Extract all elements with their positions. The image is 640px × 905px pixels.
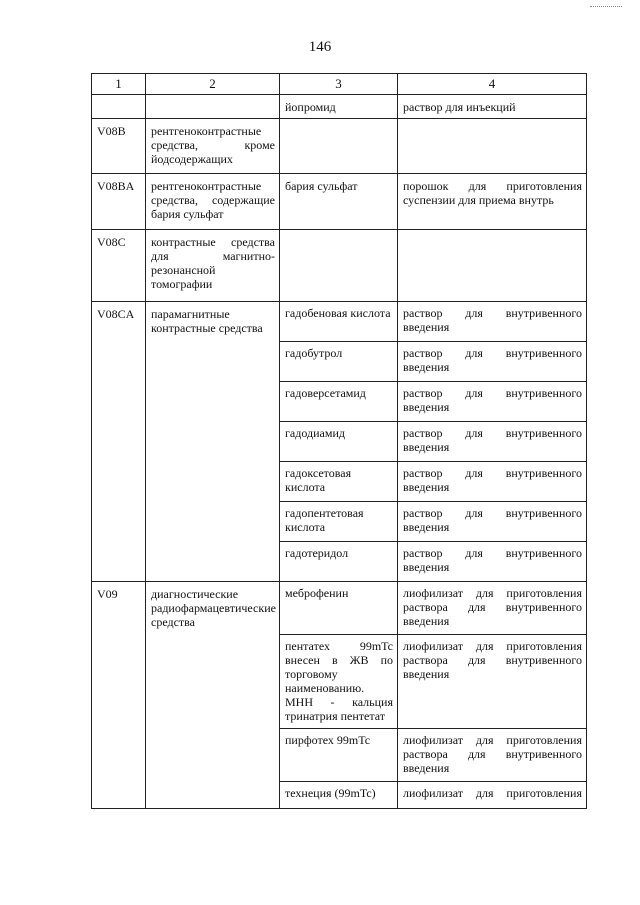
substance-item: гадобутрол (280, 341, 397, 381)
group-cell (146, 95, 280, 119)
column-header: 4 (398, 74, 587, 95)
substance-item: гадоксетовая кислота (280, 461, 397, 501)
substance-cell (280, 119, 398, 174)
substance-name: пентатех 99mTc внесен в ЖВ по торговому наименованию. (285, 639, 393, 695)
table-row (92, 302, 587, 582)
dosage-form-item: раствор для внутривенного введения (398, 501, 586, 541)
atc-code-cell: V08CA (92, 302, 146, 582)
dosage-form-item: лиофилизат для приготовления (398, 781, 586, 808)
dosage-form-item: раствор для внутривенного введения (398, 461, 586, 501)
dosage-form-cell (398, 230, 587, 302)
substance-cell: бария сульфат (280, 174, 398, 230)
column-header: 3 (280, 74, 398, 95)
group-cell: рентгеноконтрастные средства, кроме йодсодержащих (146, 119, 280, 174)
substance-list-cell (280, 302, 398, 582)
substance-item: меброфенин (285, 586, 349, 600)
table-row (92, 174, 587, 230)
atc-code-cell: V08BA (92, 174, 146, 230)
dosage-form-item: раствор для внутривенного введения (398, 541, 586, 581)
dosage-form-cell: раствор для инъекций (398, 95, 587, 119)
substance-item: гадотеридол (280, 541, 397, 581)
substance-item: гадопентетовая кислота (280, 501, 397, 541)
medication-table (91, 73, 587, 809)
substance-item (280, 634, 397, 728)
substance-cell (280, 230, 398, 302)
substance-cell: йопромид (280, 95, 398, 119)
group-cell: рентгеноконтрастные средства, содержащие бария сульфат (146, 174, 280, 230)
dosage-form-item: раствор для внутривенного введения (398, 421, 586, 461)
substance-item: гадодиамид (280, 421, 397, 461)
dosage-form-item: раствор для внутривенного введения (398, 341, 586, 381)
table-row (92, 230, 587, 302)
table-row (92, 95, 587, 119)
substance-list-cell (280, 582, 398, 809)
table-row (92, 119, 587, 174)
atc-code-cell: V09 (92, 582, 146, 809)
dosage-form-list-cell (398, 302, 587, 582)
table-header-row (92, 74, 587, 95)
page-number: 146 (308, 39, 332, 55)
group-cell: парамагнитные контрастные средства (146, 302, 280, 582)
substance-inn-note: МНН - кальция тринатрия пентетат (285, 695, 393, 723)
substance-item: гадоверсетамид (280, 381, 397, 421)
atc-code-cell: V08C (92, 230, 146, 302)
dosage-form-item: лиофилизат для приготовления раствора для внутривенного введения (398, 728, 586, 781)
substance-item: гадобеновая кислота (285, 306, 391, 320)
corner-scan-mark (590, 0, 622, 7)
dosage-form-item: лиофилизат для приготовления раствора для внутривенного введения (403, 586, 582, 628)
substance-item: технеция (99mTc) (280, 781, 397, 808)
atc-code-cell (92, 95, 146, 119)
dosage-form-item: раствор для внутривенного введения (398, 381, 586, 421)
substance-item: пирфотех 99mTc (280, 728, 397, 781)
column-header: 2 (146, 74, 280, 95)
group-cell: диагностические радиофармацевтические средства (146, 582, 280, 809)
table-row (92, 582, 587, 809)
dosage-form-cell: порошок для приготовления суспензии для приема внутрь (398, 174, 587, 230)
atc-code-cell: V08B (92, 119, 146, 174)
dosage-form-item: лиофилизат для приготовления раствора для внутривенного введения (398, 634, 586, 728)
dosage-form-item: раствор для внутривенного введения (403, 306, 582, 334)
dosage-form-list-cell (398, 582, 587, 809)
column-header: 1 (92, 74, 146, 95)
group-cell: контрастные средства для магнитно-резонансной томографии (146, 230, 280, 302)
dosage-form-cell (398, 119, 587, 174)
